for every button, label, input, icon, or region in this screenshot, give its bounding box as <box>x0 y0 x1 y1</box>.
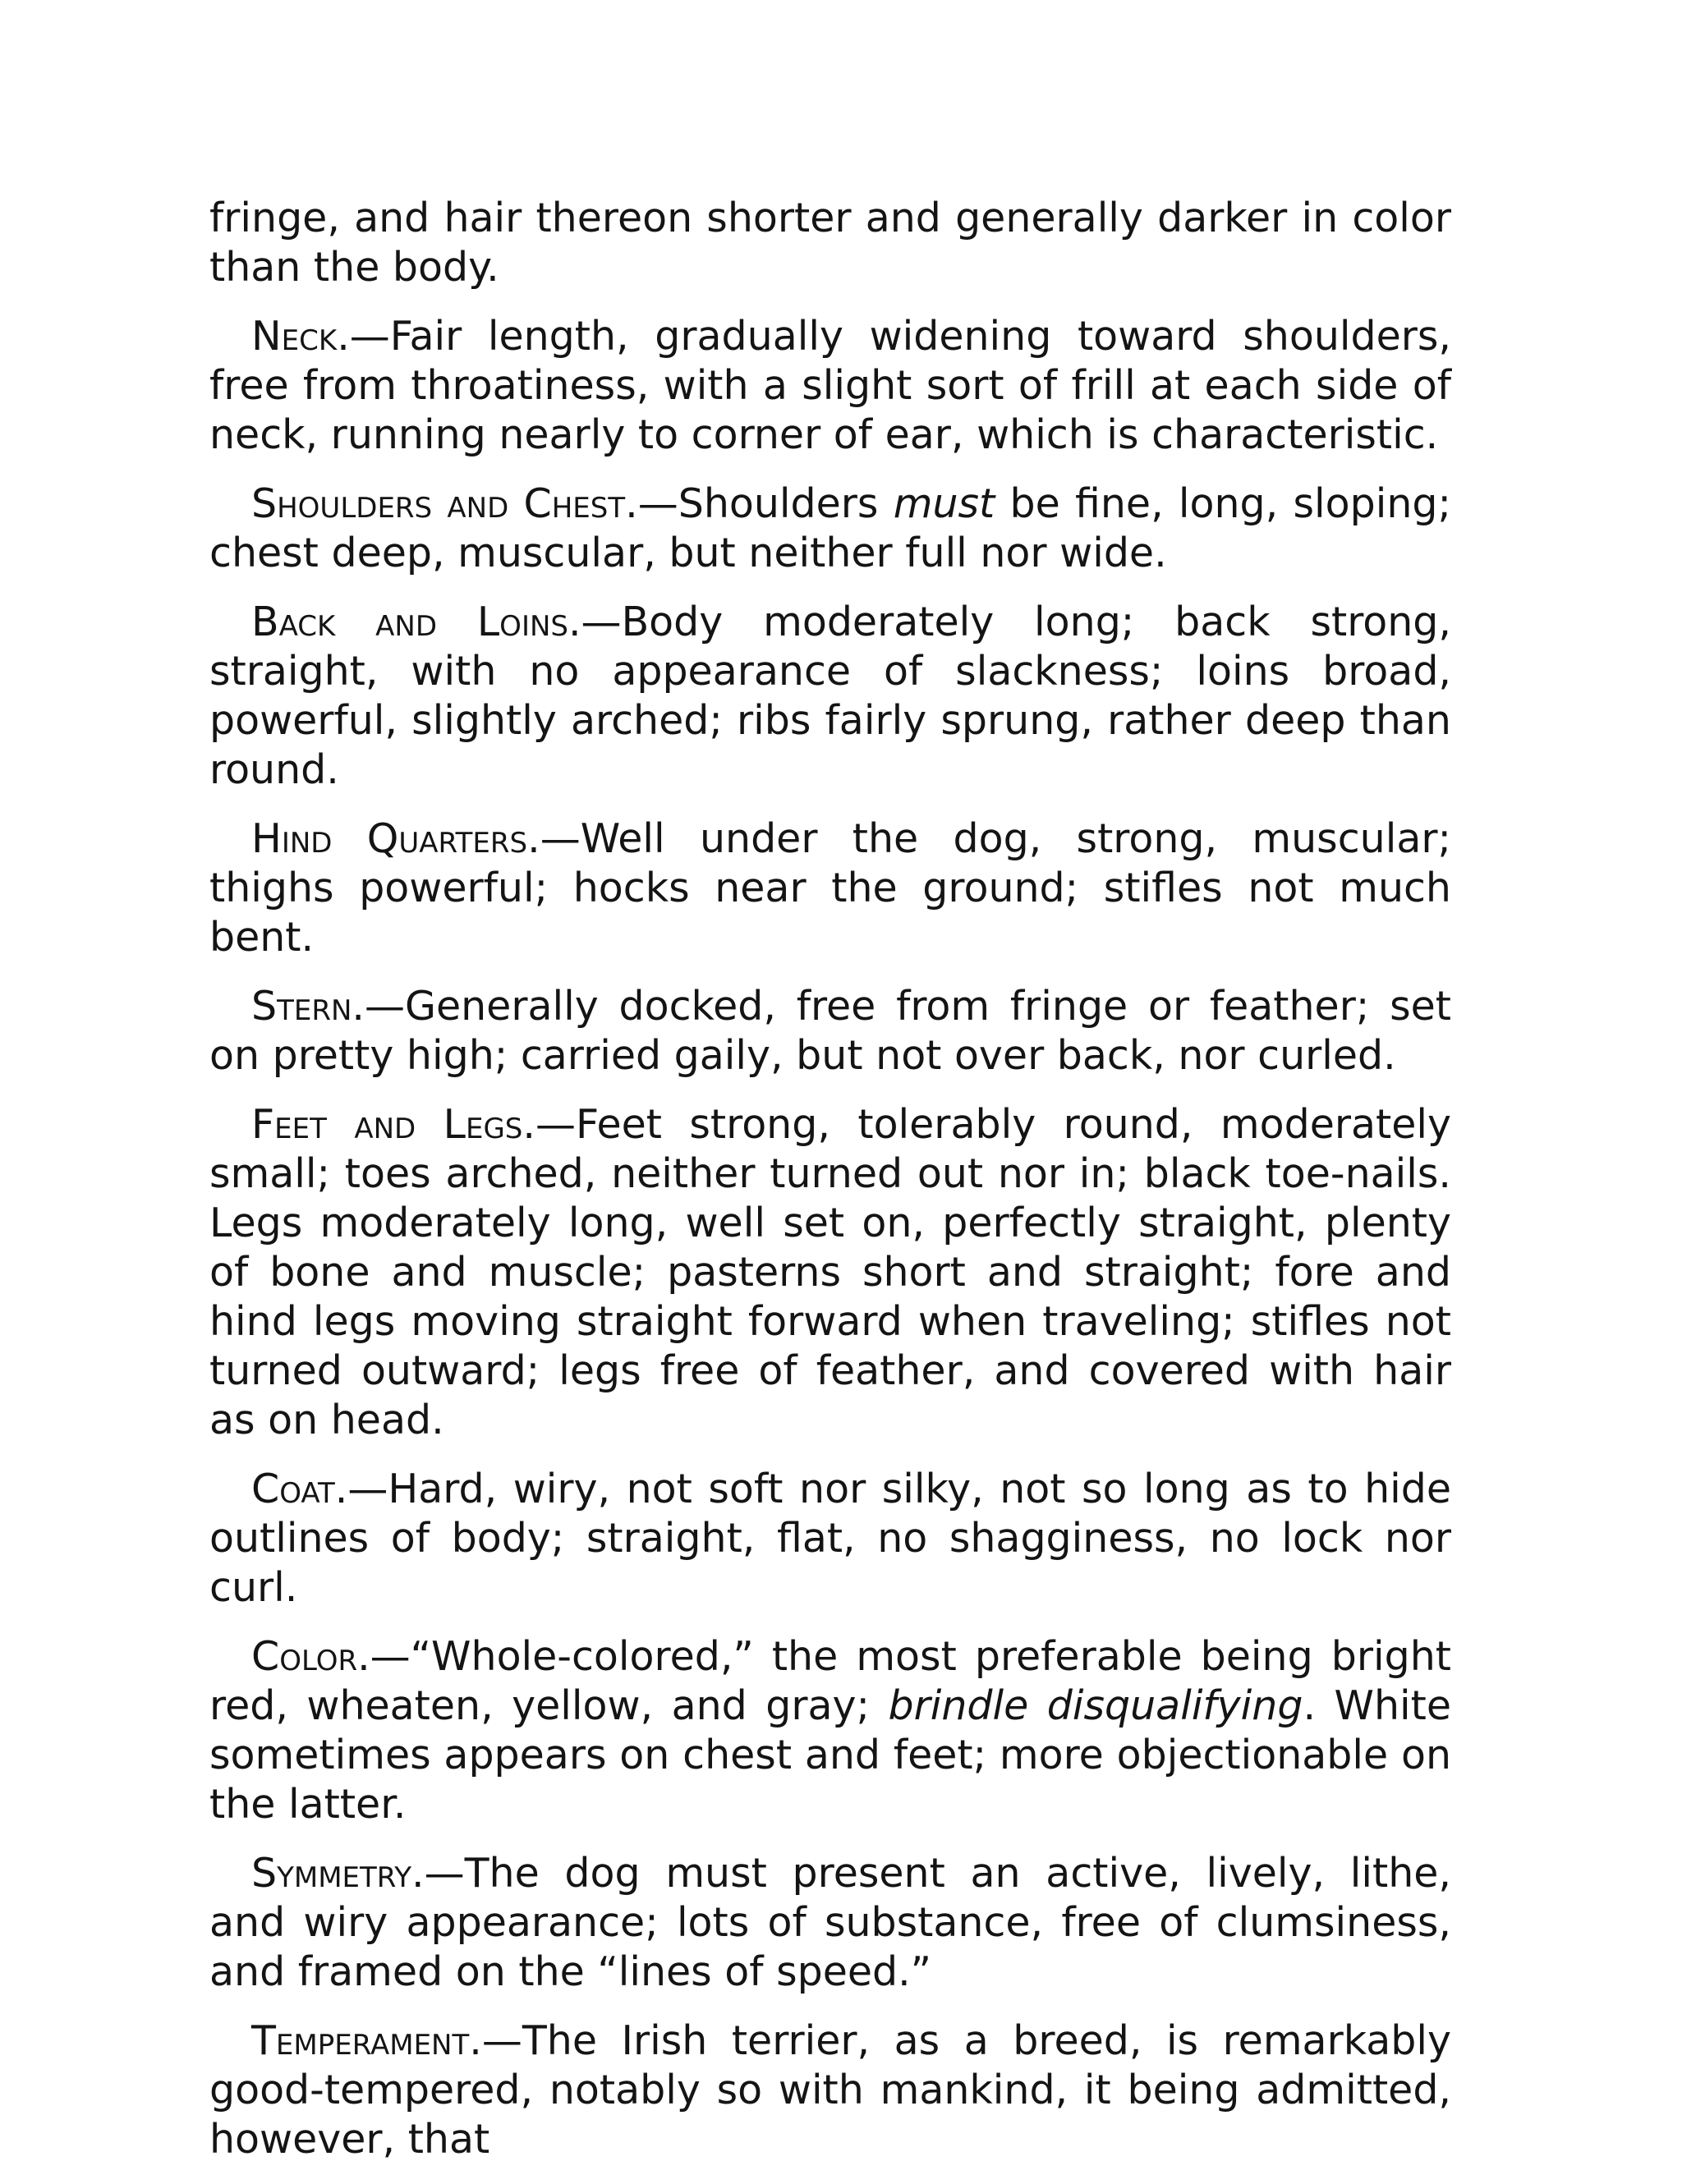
section-heading: Shoulders and Chest <box>251 480 626 527</box>
paragraph-text: fringe, and hair thereon shorter and generally darker in color than the body. <box>209 195 1451 291</box>
heading-dash: .— <box>522 1101 576 1148</box>
paragraph-continuation <box>209 194 1451 292</box>
heading-dash: .— <box>357 1633 411 1680</box>
heading-dash: .— <box>625 480 678 527</box>
paragraph-temperament <box>209 2017 1451 2164</box>
paragraph-text: be fine, long, sloping; chest deep, muscular, but neither full nor wide. <box>209 480 1452 576</box>
section-heading: Back and Loins <box>251 599 568 645</box>
paragraph-text: . White sometimes appears on chest and feet; more objectionable on the latter. <box>209 1682 1451 1828</box>
emphasis-text: must <box>893 480 995 527</box>
paragraph-text: “Whole-colored,” the most preferable being bright red, wheaten, yellow, and gray; <box>209 1633 1451 1729</box>
paragraph-text: Hard, wiry, not soft nor silky, not so long as to hide outlines of body; straight, flat, no shagginess, no lock nor curl. <box>209 1466 1451 1611</box>
paragraph-text: Fair length, gradually widening toward shoulders, free from throatiness, with a slight sort of frill at each side of neck, running nearly to corner of ear, which is characteristic. <box>209 313 1451 458</box>
paragraph-hind-quarters <box>209 814 1451 962</box>
body-text <box>209 194 1451 2184</box>
heading-dash: .— <box>337 313 390 360</box>
paragraph-symmetry <box>209 1849 1451 1997</box>
paragraph-back-and-loins <box>209 598 1451 795</box>
paragraph-text: Shoulders <box>678 480 894 527</box>
paragraph-shoulders-and-chest <box>209 479 1451 578</box>
section-heading: Neck <box>251 313 338 360</box>
section-heading: Temperament <box>251 2017 470 2064</box>
paragraph-coat <box>209 1465 1451 1613</box>
section-heading: Color <box>251 1633 358 1680</box>
emphasis-text: brindle disqualifying <box>888 1682 1303 1729</box>
paragraph-text: Body moderately long; back strong, straight, with no appearance of slackness; loins broad, powerful, slightly arched; ribs fairly sprung, rather deep than round. <box>209 599 1451 793</box>
heading-dash: .— <box>527 815 581 862</box>
section-heading: Symmetry <box>251 1850 412 1897</box>
paragraph-text: Generally docked, free from fringe or feather; set on pretty high; carried gaily, but not over back, nor curled. <box>209 983 1451 1079</box>
paragraph-text: Feet strong, tolerably round, moderately small; toes arched, neither turned out nor in; black toe-nails. Legs moderately long, well set on, perfectly straight, plenty of bone and muscle; pasterns short and straight; fore and hind legs moving straight forward when traveling; stifles not turned outward; legs free of feather, and covered with hair as on head. <box>209 1101 1451 1443</box>
section-heading: Feet and Legs <box>251 1101 523 1148</box>
paragraph-feet-and-legs <box>209 1100 1451 1445</box>
paragraph-text: The dog must present an active, lively, lithe, and wiry appearance; lots of substance, free of clumsiness, and framed on the “lines of speed.” <box>209 1850 1451 1995</box>
paragraph-text: Well under the dog, strong, muscular; thighs powerful; hocks near the ground; stifles not much bent. <box>209 815 1451 961</box>
heading-dash: .— <box>352 983 405 1030</box>
section-heading: Hind Quarters <box>251 815 528 862</box>
section-heading: Coat <box>251 1466 335 1512</box>
paragraph-color <box>209 1632 1451 1829</box>
heading-dash: .— <box>568 599 622 645</box>
section-heading: Stern <box>251 983 352 1030</box>
heading-dash: .— <box>411 1850 465 1897</box>
paragraph-text: The Irish terrier, as a breed, is remarkably good-tempered, notably so with mankind, it being admitted, however, that <box>209 2017 1451 2163</box>
heading-dash: .— <box>469 2017 522 2064</box>
paragraph-neck <box>209 312 1451 460</box>
paragraph-stern <box>209 982 1451 1081</box>
heading-dash: .— <box>334 1466 388 1512</box>
